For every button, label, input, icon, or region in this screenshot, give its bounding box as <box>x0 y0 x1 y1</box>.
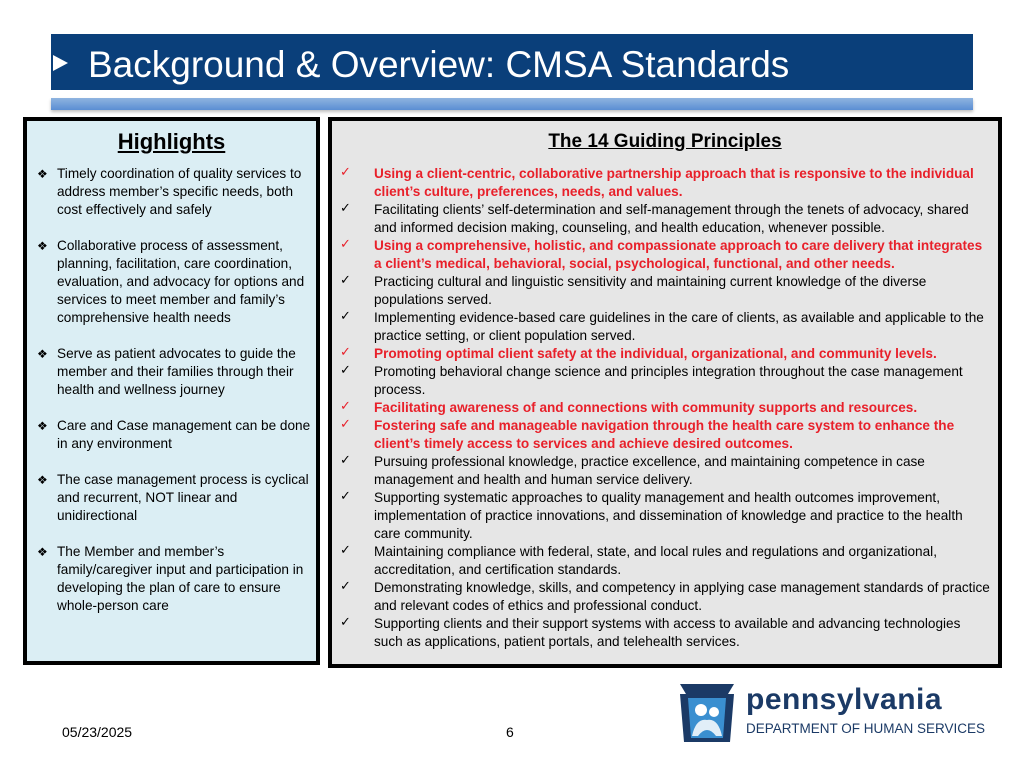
checkmark-icon: ✓ <box>340 488 351 503</box>
highlight-item <box>37 417 312 453</box>
checkmark-icon: ✓ <box>340 308 351 323</box>
highlight-text: The case management process is cyclical and recurrent, NOT linear and unidirectional <box>57 472 309 523</box>
checkmark-icon: ✓ <box>340 164 351 179</box>
logo-name: pennsylvania <box>746 683 943 716</box>
principle-item <box>340 543 992 579</box>
principle-item <box>340 615 992 651</box>
principle-text: Supporting clients and their support systems with access to available and advancing technologies such as applications, patient portals, and telehealth services. <box>374 616 961 649</box>
highlight-item <box>37 165 312 219</box>
principle-text: Implementing evidence-based care guidelines in the care of clients, as available and applicable to the practice setting, or client population served. <box>374 310 984 343</box>
highlight-text: Collaborative process of assessment, planning, facilitation, care coordination, evaluation, and advocacy for options and services to meet member and family’s comprehensive health needs <box>57 238 305 325</box>
diamond-four-icon: ❖ <box>37 419 48 433</box>
highlights-heading: Highlights <box>117 129 226 154</box>
principle-item <box>340 273 992 309</box>
checkmark-icon: ✓ <box>340 236 351 251</box>
diamond-four-icon: ❖ <box>37 347 48 361</box>
checkmark-icon: ✓ <box>340 542 351 557</box>
principle-item <box>340 363 992 399</box>
logo-department: DEPARTMENT OF HUMAN SERVICES <box>746 721 986 736</box>
diamond-four-icon: ❖ <box>37 473 48 487</box>
principle-item <box>340 579 992 615</box>
principle-item <box>340 453 992 489</box>
principle-item <box>340 237 992 273</box>
principles-heading: The 14 Guiding Principles <box>548 131 782 152</box>
slide-title: Background & Overview: CMSA Standards <box>88 44 790 85</box>
principle-text: Maintaining compliance with federal, state, and local rules and regulations and organizational, accreditation, and certification standards. <box>374 544 937 577</box>
principle-item <box>340 345 992 363</box>
principles-panel <box>328 117 1002 668</box>
highlights-panel <box>23 117 320 665</box>
diamond-four-icon: ❖ <box>37 167 48 181</box>
pa-dhs-logo <box>676 680 986 746</box>
page-number: 6 <box>506 724 514 740</box>
principle-text: Promoting optimal client safety at the individual, organizational, and community levels. <box>374 346 937 361</box>
highlight-item <box>37 237 312 327</box>
principle-item <box>340 399 992 417</box>
highlight-text: Timely coordination of quality services to address member’s specific needs, both cost effectively and safely <box>57 166 302 217</box>
diamond-four-icon: ❖ <box>37 545 48 559</box>
principle-text: Pursuing professional knowledge, practice excellence, and maintaining competence in case management and health and human service delivery. <box>374 454 925 487</box>
principle-item <box>340 417 992 453</box>
principle-text: Practicing cultural and linguistic sensitivity and maintaining current knowledge of the diverse populations served. <box>374 274 927 307</box>
checkmark-icon: ✓ <box>340 344 351 359</box>
slide-date: 05/23/2025 <box>62 724 133 740</box>
highlights-list <box>37 165 312 633</box>
checkmark-icon: ✓ <box>340 200 351 215</box>
checkmark-icon: ✓ <box>340 416 351 431</box>
principle-text: Using a client-centric, collaborative partnership approach that is responsive to the individual client’s culture, preferences, needs, and values. <box>374 166 974 199</box>
title-underline <box>51 98 973 110</box>
highlight-text: Serve as patient advocates to guide the member and their families through their health and wellness journey <box>57 346 296 397</box>
principle-text: Fostering safe and manageable navigation through the health care system to enhance the client’s timely access to services and achieve desired outcomes. <box>374 418 955 451</box>
checkmark-icon: ✓ <box>340 614 351 629</box>
highlight-text: Care and Case management can be done in any environment <box>57 418 311 451</box>
principle-item <box>340 309 992 345</box>
principle-text: Promoting behavioral change science and principles integration throughout the case management process. <box>374 364 963 397</box>
checkmark-icon: ✓ <box>340 398 351 413</box>
principle-text: Supporting systematic approaches to quality management and health outcomes improvement, implementation of practice innovations, and dissemination of knowledge and practice to the health care community. <box>374 490 963 541</box>
highlight-item <box>37 543 312 615</box>
title-arrow-icon <box>53 55 68 71</box>
keystone-family-icon <box>676 680 738 746</box>
checkmark-icon: ✓ <box>340 452 351 467</box>
principle-text: Using a comprehensive, holistic, and compassionate approach to care delivery that integrates a client’s medical, behavioral, social, psychological, functional, and other needs. <box>374 238 983 271</box>
checkmark-icon: ✓ <box>340 272 351 287</box>
principle-text: Facilitating awareness of and connections with community supports and resources. <box>374 400 918 415</box>
diamond-four-icon: ❖ <box>37 239 48 253</box>
checkmark-icon: ✓ <box>340 578 351 593</box>
principle-text: Demonstrating knowledge, skills, and competency in applying case management standards of practice and relevant codes of ethics and professional conduct. <box>374 580 990 613</box>
principles-list <box>340 165 992 651</box>
highlight-text: The Member and member’s family/caregiver input and participation in developing the plan of care to ensure whole-person care <box>57 544 304 613</box>
checkmark-icon: ✓ <box>340 362 351 377</box>
principle-text: Facilitating clients’ self-determination and self-management through the tenets of advocacy, shared and informed decision making, counseling, and health education, whenever possible. <box>374 202 969 235</box>
principle-item <box>340 489 992 543</box>
principle-item <box>340 165 992 201</box>
principle-item <box>340 201 992 237</box>
highlight-item <box>37 471 312 525</box>
highlight-item <box>37 345 312 399</box>
